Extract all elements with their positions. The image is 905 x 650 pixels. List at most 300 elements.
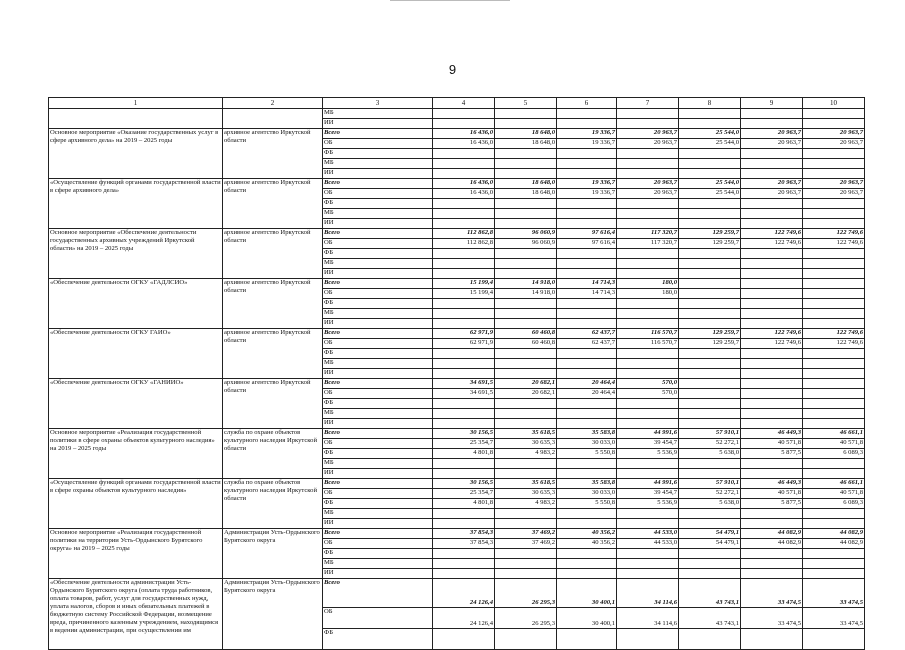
value-cell: 20 963,7 xyxy=(741,179,803,189)
value-cell xyxy=(495,569,557,579)
value-cell: 44 533,0 xyxy=(617,539,679,549)
table-row xyxy=(49,279,865,289)
table-row xyxy=(49,109,865,119)
funding-source: ОБ xyxy=(323,389,433,399)
value-cell: 30 156,5 xyxy=(433,479,495,489)
value-cell xyxy=(617,559,679,569)
value-cell xyxy=(803,309,865,319)
value-cell xyxy=(433,419,495,429)
value-cell: 5 638,0 xyxy=(679,499,741,509)
value-cell: 34 691,5 xyxy=(433,389,495,399)
funding-source: Всего xyxy=(323,479,433,489)
value-cell xyxy=(679,549,741,559)
value-cell: 20 963,7 xyxy=(617,139,679,149)
value-cell xyxy=(495,559,557,569)
funding-source: ОБ xyxy=(323,139,433,149)
funding-source: ИИ xyxy=(323,419,433,429)
budget-table xyxy=(48,97,865,650)
value-cell xyxy=(679,289,741,299)
value-cell xyxy=(741,569,803,579)
funding-source: МБ xyxy=(323,109,433,119)
value-cell xyxy=(433,509,495,519)
value-cell: 62 971,9 xyxy=(433,339,495,349)
value-cell: 20 963,7 xyxy=(741,129,803,139)
value-cell xyxy=(679,569,741,579)
value-cell xyxy=(433,349,495,359)
value-cell: 5 638,0 xyxy=(679,449,741,459)
value-cell: 14 918,0 xyxy=(495,279,557,289)
value-cell: 112 862,8 xyxy=(433,239,495,249)
value-cell: 54 479,1 xyxy=(679,539,741,549)
value-cell: 4 983,2 xyxy=(495,449,557,459)
value-cell: 20 963,7 xyxy=(803,189,865,199)
measure-name: Основное мероприятие «Реализация государственной политики на территории Усть-Ордынского Бурятского округа» на 2019 – 2025 годы xyxy=(49,529,223,579)
value-cell xyxy=(617,209,679,219)
value-cell: 52 272,1 xyxy=(679,439,741,449)
value-cell xyxy=(495,349,557,359)
value-cell: 18 648,0 xyxy=(495,139,557,149)
value-cell: 44 082,9 xyxy=(803,529,865,539)
column-header: 4 xyxy=(433,98,495,109)
value-cell: 20 963,7 xyxy=(741,139,803,149)
funding-source: ИИ xyxy=(323,119,433,129)
funding-source: ОБ xyxy=(323,239,433,249)
value-cell xyxy=(741,269,803,279)
value-cell xyxy=(679,299,741,309)
value-cell xyxy=(741,319,803,329)
value-cell xyxy=(803,219,865,229)
table-row xyxy=(49,379,865,389)
value-cell xyxy=(617,569,679,579)
value-cell xyxy=(557,209,617,219)
value-cell xyxy=(803,559,865,569)
funding-source: ФБ xyxy=(323,199,433,209)
value-cell xyxy=(679,629,741,650)
value-cell xyxy=(557,629,617,650)
value-cell xyxy=(557,509,617,519)
value-cell xyxy=(679,309,741,319)
value-cell: 25 544,0 xyxy=(679,189,741,199)
value-cell xyxy=(433,559,495,569)
funding-source: ФБ xyxy=(323,249,433,259)
value-cell xyxy=(433,409,495,419)
value-cell: 33 474,5 xyxy=(741,608,803,629)
funding-source: Всего xyxy=(323,379,433,389)
funding-source: ОБ xyxy=(323,539,433,549)
funding-source: МБ xyxy=(323,359,433,369)
value-cell: 570,0 xyxy=(617,389,679,399)
responsible-executor: Администрация Усть-Ордынского Бурятского округа xyxy=(223,529,323,579)
value-cell xyxy=(617,149,679,159)
value-cell xyxy=(741,149,803,159)
value-cell: 39 454,7 xyxy=(617,489,679,499)
value-cell xyxy=(679,359,741,369)
value-cell: 18 648,0 xyxy=(495,179,557,189)
value-cell xyxy=(433,369,495,379)
value-cell xyxy=(617,309,679,319)
value-cell: 34 114,6 xyxy=(617,579,679,608)
funding-source: Всего xyxy=(323,579,433,608)
value-cell xyxy=(741,299,803,309)
value-cell: 34 114,6 xyxy=(617,608,679,629)
value-cell: 25 354,7 xyxy=(433,439,495,449)
value-cell xyxy=(557,199,617,209)
value-cell: 44 082,9 xyxy=(803,539,865,549)
value-cell: 25 544,0 xyxy=(679,129,741,139)
value-cell xyxy=(617,269,679,279)
value-cell: 6 089,3 xyxy=(803,449,865,459)
funding-source: ФБ xyxy=(323,349,433,359)
value-cell: 122 749,6 xyxy=(741,239,803,249)
value-cell: 19 336,7 xyxy=(557,139,617,149)
value-cell xyxy=(495,409,557,419)
value-cell xyxy=(433,519,495,529)
value-cell: 62 437,7 xyxy=(557,339,617,349)
value-cell xyxy=(557,419,617,429)
value-cell xyxy=(679,409,741,419)
value-cell xyxy=(617,369,679,379)
value-cell: 20 682,1 xyxy=(495,389,557,399)
value-cell xyxy=(679,169,741,179)
value-cell xyxy=(741,289,803,299)
value-cell: 26 295,3 xyxy=(495,579,557,608)
column-header: 5 xyxy=(495,98,557,109)
responsible-executor: архивное агентство Иркутской области xyxy=(223,329,323,379)
value-cell xyxy=(803,359,865,369)
value-cell xyxy=(741,249,803,259)
value-cell xyxy=(803,459,865,469)
value-cell xyxy=(495,459,557,469)
value-cell: 20 464,4 xyxy=(557,379,617,389)
value-cell xyxy=(557,309,617,319)
value-cell xyxy=(617,349,679,359)
value-cell xyxy=(803,519,865,529)
value-cell xyxy=(803,319,865,329)
value-cell: 44 082,9 xyxy=(741,539,803,549)
value-cell xyxy=(617,399,679,409)
value-cell xyxy=(679,199,741,209)
funding-source: ОБ xyxy=(323,289,433,299)
funding-source: ФБ xyxy=(323,629,433,650)
value-cell: 19 336,7 xyxy=(557,189,617,199)
value-cell xyxy=(617,159,679,169)
value-cell xyxy=(803,629,865,650)
value-cell xyxy=(741,309,803,319)
funding-source: ФБ xyxy=(323,549,433,559)
value-cell xyxy=(803,349,865,359)
value-cell: 44 991,6 xyxy=(617,479,679,489)
value-cell xyxy=(495,319,557,329)
funding-source: ИИ xyxy=(323,219,433,229)
funding-source: ИИ xyxy=(323,469,433,479)
value-cell xyxy=(433,399,495,409)
funding-source: МБ xyxy=(323,409,433,419)
value-cell xyxy=(679,269,741,279)
value-cell xyxy=(495,159,557,169)
value-cell xyxy=(433,159,495,169)
funding-source: ФБ xyxy=(323,499,433,509)
value-cell: 6 089,3 xyxy=(803,499,865,509)
funding-source: ИИ xyxy=(323,369,433,379)
value-cell xyxy=(433,359,495,369)
value-cell xyxy=(495,269,557,279)
value-cell: 96 060,9 xyxy=(495,229,557,239)
value-cell: 44 533,0 xyxy=(617,529,679,539)
value-cell xyxy=(679,519,741,529)
value-cell xyxy=(433,119,495,129)
value-cell xyxy=(679,369,741,379)
value-cell: 112 862,8 xyxy=(433,229,495,239)
value-cell: 180,0 xyxy=(617,279,679,289)
value-cell: 15 199,4 xyxy=(433,279,495,289)
value-cell xyxy=(617,109,679,119)
funding-source: ФБ xyxy=(323,299,433,309)
value-cell: 97 616,4 xyxy=(557,229,617,239)
value-cell xyxy=(433,629,495,650)
funding-source: МБ xyxy=(323,559,433,569)
value-cell: 40 356,2 xyxy=(557,529,617,539)
value-cell xyxy=(495,309,557,319)
table-row xyxy=(49,179,865,189)
value-cell: 122 749,6 xyxy=(741,339,803,349)
value-cell xyxy=(803,509,865,519)
value-cell xyxy=(433,109,495,119)
value-cell xyxy=(557,119,617,129)
value-cell xyxy=(433,169,495,179)
value-cell xyxy=(433,569,495,579)
funding-source: ОБ xyxy=(323,439,433,449)
value-cell: 46 449,3 xyxy=(741,479,803,489)
column-header: 10 xyxy=(803,98,865,109)
responsible-executor: служба по охране объектов культурного наследия Иркутской области xyxy=(223,479,323,529)
executor-cell xyxy=(223,119,323,129)
value-cell: 26 295,3 xyxy=(495,608,557,629)
value-cell: 40 571,8 xyxy=(803,489,865,499)
value-cell: 180,0 xyxy=(617,289,679,299)
value-cell xyxy=(803,369,865,379)
value-cell xyxy=(557,359,617,369)
value-cell: 129 259,7 xyxy=(679,329,741,339)
value-cell xyxy=(557,569,617,579)
value-cell xyxy=(495,109,557,119)
value-cell xyxy=(679,149,741,159)
value-cell xyxy=(741,559,803,569)
value-cell xyxy=(741,389,803,399)
value-cell xyxy=(741,409,803,419)
value-cell xyxy=(803,289,865,299)
value-cell xyxy=(557,519,617,529)
value-cell: 30 635,3 xyxy=(495,439,557,449)
value-cell: 40 571,8 xyxy=(741,489,803,499)
funding-source: МБ xyxy=(323,509,433,519)
value-cell: 39 454,7 xyxy=(617,439,679,449)
funding-source: ФБ xyxy=(323,399,433,409)
value-cell: 122 749,6 xyxy=(803,239,865,249)
table-row xyxy=(49,429,865,439)
value-cell: 14 714,3 xyxy=(557,289,617,299)
value-cell: 30 156,5 xyxy=(433,429,495,439)
value-cell xyxy=(495,249,557,259)
value-cell xyxy=(803,419,865,429)
funding-source: Всего xyxy=(323,529,433,539)
column-header: 3 xyxy=(323,98,433,109)
value-cell xyxy=(557,109,617,119)
value-cell: 20 963,7 xyxy=(803,179,865,189)
value-cell: 129 259,7 xyxy=(679,229,741,239)
value-cell xyxy=(433,199,495,209)
funding-source: Всего xyxy=(323,329,433,339)
value-cell xyxy=(803,149,865,159)
value-cell: 52 272,1 xyxy=(679,489,741,499)
value-cell: 122 749,6 xyxy=(741,229,803,239)
value-cell xyxy=(617,219,679,229)
funding-source: ФБ xyxy=(323,149,433,159)
value-cell xyxy=(803,409,865,419)
value-cell xyxy=(557,349,617,359)
value-cell: 30 400,1 xyxy=(557,608,617,629)
value-cell: 122 749,6 xyxy=(803,229,865,239)
value-cell xyxy=(679,379,741,389)
value-cell: 20 963,7 xyxy=(617,189,679,199)
value-cell xyxy=(741,509,803,519)
funding-source: Всего xyxy=(323,129,433,139)
value-cell: 43 743,1 xyxy=(679,608,741,629)
value-cell xyxy=(803,209,865,219)
value-cell: 37 854,3 xyxy=(433,529,495,539)
value-cell: 5 536,9 xyxy=(617,499,679,509)
value-cell: 18 648,0 xyxy=(495,189,557,199)
value-cell xyxy=(433,459,495,469)
value-cell xyxy=(433,269,495,279)
value-cell xyxy=(617,419,679,429)
name-cell xyxy=(49,119,223,129)
funding-source: ИИ xyxy=(323,519,433,529)
value-cell xyxy=(433,249,495,259)
funding-source: ФБ xyxy=(323,449,433,459)
value-cell: 60 460,8 xyxy=(495,329,557,339)
funding-source: ИИ xyxy=(323,569,433,579)
column-header: 6 xyxy=(557,98,617,109)
value-cell xyxy=(741,159,803,169)
measure-name: «Обеспечение деятельности ОГКУ «ГАНИИО» xyxy=(49,379,223,429)
value-cell xyxy=(803,199,865,209)
responsible-executor: архивное агентство Иркутской области xyxy=(223,179,323,229)
value-cell: 20 464,4 xyxy=(557,389,617,399)
value-cell xyxy=(679,459,741,469)
value-cell: 5 536,9 xyxy=(617,449,679,459)
value-cell xyxy=(557,259,617,269)
value-cell: 35 618,5 xyxy=(495,479,557,489)
funding-source: ОБ xyxy=(323,189,433,199)
value-cell: 25 354,7 xyxy=(433,489,495,499)
value-cell: 35 618,5 xyxy=(495,429,557,439)
value-cell xyxy=(741,379,803,389)
value-cell xyxy=(433,309,495,319)
table-row xyxy=(49,119,865,129)
column-header: 8 xyxy=(679,98,741,109)
funding-source: ОБ xyxy=(323,489,433,499)
value-cell: 129 259,7 xyxy=(679,239,741,249)
value-cell xyxy=(803,279,865,289)
value-cell: 33 474,5 xyxy=(803,608,865,629)
value-cell xyxy=(617,259,679,269)
value-cell xyxy=(557,219,617,229)
scan-top-marks xyxy=(390,0,510,4)
value-cell xyxy=(803,109,865,119)
value-cell xyxy=(495,219,557,229)
value-cell: 5 550,8 xyxy=(557,449,617,459)
value-cell: 35 583,8 xyxy=(557,429,617,439)
value-cell: 24 126,4 xyxy=(433,608,495,629)
value-cell xyxy=(433,299,495,309)
value-cell: 44 082,9 xyxy=(741,529,803,539)
value-cell xyxy=(495,399,557,409)
value-cell xyxy=(495,509,557,519)
value-cell xyxy=(679,279,741,289)
value-cell: 16 436,0 xyxy=(433,189,495,199)
funding-source: ИИ xyxy=(323,319,433,329)
value-cell: 20 963,7 xyxy=(803,139,865,149)
value-cell xyxy=(495,259,557,269)
value-cell xyxy=(741,519,803,529)
value-cell: 57 910,1 xyxy=(679,479,741,489)
value-cell xyxy=(679,399,741,409)
value-cell xyxy=(617,249,679,259)
value-cell: 5 550,8 xyxy=(557,499,617,509)
value-cell xyxy=(617,629,679,650)
value-cell xyxy=(803,389,865,399)
value-cell xyxy=(617,549,679,559)
value-cell xyxy=(495,199,557,209)
table-row xyxy=(49,129,865,139)
value-cell: 33 474,5 xyxy=(741,579,803,608)
value-cell xyxy=(803,159,865,169)
value-cell xyxy=(617,169,679,179)
value-cell xyxy=(617,319,679,329)
value-cell: 117 320,7 xyxy=(617,239,679,249)
value-cell xyxy=(557,269,617,279)
funding-source: Всего xyxy=(323,179,433,189)
value-cell xyxy=(679,469,741,479)
value-cell: 33 474,5 xyxy=(803,579,865,608)
value-cell xyxy=(617,459,679,469)
value-cell: 19 336,7 xyxy=(557,129,617,139)
funding-source: Всего xyxy=(323,279,433,289)
value-cell xyxy=(741,279,803,289)
value-cell: 44 991,6 xyxy=(617,429,679,439)
value-cell xyxy=(741,209,803,219)
value-cell xyxy=(803,379,865,389)
value-cell: 30 635,3 xyxy=(495,489,557,499)
funding-source: Всего xyxy=(323,229,433,239)
value-cell xyxy=(803,569,865,579)
value-cell: 122 749,6 xyxy=(741,329,803,339)
value-cell: 37 469,2 xyxy=(495,539,557,549)
value-cell xyxy=(433,319,495,329)
value-cell: 19 336,7 xyxy=(557,179,617,189)
value-cell: 4 801,8 xyxy=(433,499,495,509)
value-cell xyxy=(679,249,741,259)
value-cell xyxy=(741,629,803,650)
value-cell xyxy=(803,399,865,409)
value-cell xyxy=(679,259,741,269)
value-cell xyxy=(741,399,803,409)
value-cell: 14 714,3 xyxy=(557,279,617,289)
value-cell xyxy=(741,119,803,129)
value-cell xyxy=(495,119,557,129)
table-header-row xyxy=(49,98,865,109)
column-header: 9 xyxy=(741,98,803,109)
